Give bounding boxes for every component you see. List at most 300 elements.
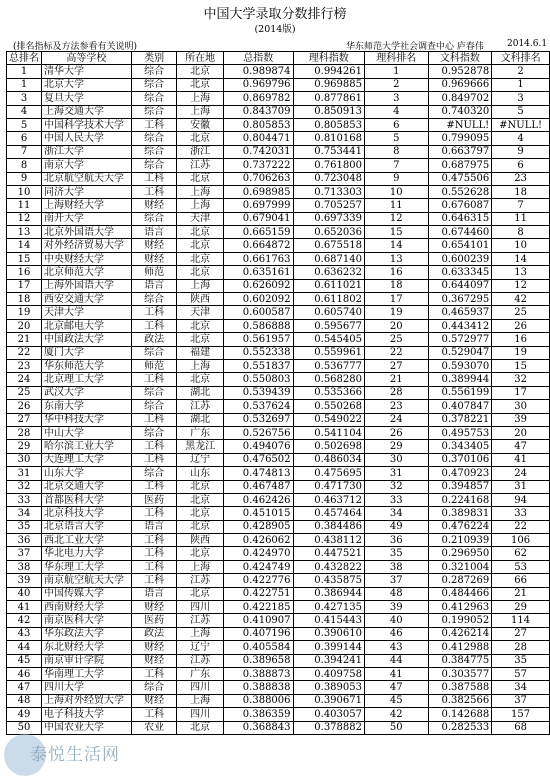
science-index-cell: 0.432822	[293, 560, 364, 573]
arts-index-cell: 0.799095	[428, 132, 492, 145]
table-row	[7, 346, 550, 359]
method-note: (排名指标及方法参看有关说明)	[13, 42, 138, 52]
arts-rank-cell: 7	[492, 199, 550, 212]
category-cell: 工科	[131, 708, 176, 721]
total-index-cell: 0.661763	[223, 252, 293, 265]
location-cell: 北京	[177, 65, 224, 78]
arts-index-cell: 0.382566	[428, 694, 492, 707]
category-cell: 工科	[131, 547, 176, 560]
table-row	[7, 627, 550, 640]
arts-index-cell: 0.654101	[428, 239, 492, 252]
school-cell: 南京医科大学	[42, 614, 132, 627]
location-cell: 浙江	[177, 145, 224, 158]
arts-index-cell: 0.663797	[428, 145, 492, 158]
arts-rank-cell: 10	[492, 239, 550, 252]
column-header: 理科指数	[293, 52, 364, 65]
rank-cell: 28	[7, 426, 42, 439]
arts-rank-cell: 16	[492, 333, 550, 346]
school-cell: 南京大学	[42, 159, 132, 172]
category-cell: 工科	[131, 172, 176, 185]
science-index-cell: 0.568280	[293, 373, 364, 386]
location-cell: 上海	[177, 199, 224, 212]
science-index-cell: 0.611021	[293, 279, 364, 292]
science-rank-cell: 34	[365, 507, 429, 520]
total-index-cell: 0.626092	[223, 279, 293, 292]
science-rank-cell: 1	[365, 65, 429, 78]
arts-index-cell: 0.495753	[428, 426, 492, 439]
arts-index-cell: 0.470923	[428, 467, 492, 480]
location-cell: 北京	[177, 172, 224, 185]
rank-cell: 42	[7, 614, 42, 627]
total-index-cell: 0.539439	[223, 386, 293, 399]
category-cell: 政法	[131, 627, 176, 640]
location-cell: 安徽	[177, 118, 224, 131]
location-cell: 四川	[177, 708, 224, 721]
ranking-table	[6, 51, 550, 735]
arts-index-cell: 0.224168	[428, 493, 492, 506]
table-row	[7, 306, 550, 319]
arts-index-cell: 0.384775	[428, 654, 492, 667]
category-cell: 工科	[131, 453, 176, 466]
rank-cell: 41	[7, 601, 42, 614]
rank-cell: 24	[7, 373, 42, 386]
total-index-cell: 0.532697	[223, 413, 293, 426]
category-cell: 综合	[131, 346, 176, 359]
school-cell: 西南财经大学	[42, 601, 132, 614]
category-cell: 医药	[131, 614, 176, 627]
science-rank-cell: 10	[365, 185, 429, 198]
total-index-cell: 0.804471	[223, 132, 293, 145]
rank-cell: 34	[7, 507, 42, 520]
table-row	[7, 467, 550, 480]
arts-index-cell: 0.343405	[428, 440, 492, 453]
science-rank-cell: 39	[365, 601, 429, 614]
science-index-cell: 0.399144	[293, 641, 364, 654]
school-cell: 中国农业大学	[42, 721, 132, 734]
science-rank-cell: 43	[365, 641, 429, 654]
total-index-cell: 0.600587	[223, 306, 293, 319]
watermark-text: 泰悦生活网	[30, 745, 120, 765]
total-index-cell: 0.552338	[223, 346, 293, 359]
arts-index-cell: 0.282533	[428, 721, 492, 734]
location-cell: 北京	[177, 507, 224, 520]
location-cell: 北京	[177, 319, 224, 332]
science-rank-cell: 15	[365, 226, 429, 239]
science-index-cell: 0.427135	[293, 601, 364, 614]
location-cell: 江苏	[177, 400, 224, 413]
table-row	[7, 560, 550, 573]
edition-year: (2014版)	[254, 24, 296, 35]
school-cell: 上海外国语大学	[42, 279, 132, 292]
arts-rank-cell: 106	[492, 534, 550, 547]
arts-rank-cell: 62	[492, 547, 550, 560]
table-row	[7, 212, 550, 225]
science-index-cell: 0.390610	[293, 627, 364, 640]
location-cell: 上海	[177, 627, 224, 640]
total-index-cell: 0.388006	[223, 694, 293, 707]
table-row	[7, 226, 550, 239]
science-index-cell: 0.636232	[293, 266, 364, 279]
science-index-cell: 0.549022	[293, 413, 364, 426]
science-index-cell: 0.403057	[293, 708, 364, 721]
arts-index-cell: 0.740320	[428, 105, 492, 118]
total-index-cell: 0.537624	[223, 400, 293, 413]
location-cell: 上海	[177, 92, 224, 105]
total-index-cell: 0.428905	[223, 520, 293, 533]
rank-cell: 23	[7, 359, 42, 372]
science-index-cell: 0.761800	[293, 159, 364, 172]
rank-cell: 5	[7, 118, 42, 131]
science-index-cell: 0.384486	[293, 520, 364, 533]
science-rank-cell: 18	[365, 279, 429, 292]
column-header: 总指数	[223, 52, 293, 65]
source-credit: 华东师范大学社会调查中心 庐春伟	[346, 42, 484, 52]
rank-cell: 1	[7, 78, 42, 91]
science-index-cell: 0.447521	[293, 547, 364, 560]
table-row	[7, 145, 550, 158]
science-rank-cell: 25	[365, 333, 429, 346]
school-cell: 华北电力大学	[42, 547, 132, 560]
rank-cell: 12	[7, 212, 42, 225]
arts-rank-cell: 26	[492, 319, 550, 332]
school-cell: 华中科技大学	[42, 413, 132, 426]
science-rank-cell: 12	[365, 212, 429, 225]
arts-rank-cell: 25	[492, 306, 550, 319]
science-rank-cell: 4	[365, 105, 429, 118]
school-cell: 北京大学	[42, 78, 132, 91]
table-row	[7, 78, 550, 91]
location-cell: 北京	[177, 78, 224, 91]
rank-cell: 39	[7, 574, 42, 587]
arts-index-cell: 0.600239	[428, 252, 492, 265]
total-index-cell: 0.969796	[223, 78, 293, 91]
science-index-cell: 0.652036	[293, 226, 364, 239]
arts-rank-cell: 30	[492, 400, 550, 413]
arts-rank-cell: 13	[492, 266, 550, 279]
arts-rank-cell: 29	[492, 601, 550, 614]
rank-cell: 19	[7, 306, 42, 319]
location-cell: 湖北	[177, 413, 224, 426]
rank-cell: 30	[7, 453, 42, 466]
arts-rank-cell: #NULL!	[492, 118, 550, 131]
arts-index-cell: 0.849702	[428, 92, 492, 105]
location-cell: 北京	[177, 587, 224, 600]
table-row	[7, 601, 550, 614]
arts-index-cell: 0.426214	[428, 627, 492, 640]
location-cell: 北京	[177, 226, 224, 239]
school-cell: 南开大学	[42, 212, 132, 225]
science-index-cell: 0.550268	[293, 400, 364, 413]
arts-rank-cell: 31	[492, 480, 550, 493]
arts-index-cell: 0.296950	[428, 547, 492, 560]
total-index-cell: 0.586888	[223, 319, 293, 332]
school-cell: 复旦大学	[42, 92, 132, 105]
category-cell: 师范	[131, 359, 176, 372]
school-cell: 大连理工大学	[42, 453, 132, 466]
science-rank-cell: 47	[365, 681, 429, 694]
category-cell: 财经	[131, 641, 176, 654]
rank-cell: 29	[7, 440, 42, 453]
science-index-cell: 0.486034	[293, 453, 364, 466]
arts-index-cell: 0.552628	[428, 185, 492, 198]
arts-index-cell: 0.303577	[428, 667, 492, 680]
total-index-cell: 0.405584	[223, 641, 293, 654]
arts-rank-cell: 5	[492, 105, 550, 118]
table-row	[7, 507, 550, 520]
total-index-cell: 0.551837	[223, 359, 293, 372]
table-row	[7, 400, 550, 413]
science-rank-cell: 38	[365, 560, 429, 573]
rank-cell: 10	[7, 185, 42, 198]
location-cell: 北京	[177, 252, 224, 265]
science-rank-cell: 2	[365, 78, 429, 91]
arts-rank-cell: 21	[492, 587, 550, 600]
location-cell: 上海	[177, 359, 224, 372]
arts-index-cell: 0.952878	[428, 65, 492, 78]
category-cell: 农业	[131, 721, 176, 734]
rank-cell: 26	[7, 400, 42, 413]
science-index-cell: 0.535366	[293, 386, 364, 399]
science-index-cell: 0.605740	[293, 306, 364, 319]
science-rank-cell: 6	[365, 118, 429, 131]
table-row	[7, 293, 550, 306]
total-index-cell: 0.386359	[223, 708, 293, 721]
science-rank-cell: 48	[365, 587, 429, 600]
rank-cell: 37	[7, 547, 42, 560]
school-cell: 四川大学	[42, 681, 132, 694]
science-rank-cell: 26	[365, 426, 429, 439]
total-index-cell: 0.665159	[223, 226, 293, 239]
science-index-cell: 0.687140	[293, 252, 364, 265]
arts-rank-cell: 6	[492, 159, 550, 172]
rank-cell: 7	[7, 145, 42, 158]
table-row	[7, 172, 550, 185]
school-cell: 上海交通大学	[42, 105, 132, 118]
science-rank-cell: 44	[365, 654, 429, 667]
school-cell: 中山大学	[42, 426, 132, 439]
category-cell: 工科	[131, 413, 176, 426]
science-index-cell: 0.463712	[293, 493, 364, 506]
table-row	[7, 333, 550, 346]
science-rank-cell: 13	[365, 252, 429, 265]
category-cell: 综合	[131, 105, 176, 118]
arts-index-cell: 0.389831	[428, 507, 492, 520]
rank-cell: 18	[7, 293, 42, 306]
total-index-cell: 0.388838	[223, 681, 293, 694]
rank-cell: 35	[7, 520, 42, 533]
arts-index-cell: 0.389944	[428, 373, 492, 386]
location-cell: 天津	[177, 306, 224, 319]
arts-index-cell: 0.387588	[428, 681, 492, 694]
school-cell: 中国传媒大学	[42, 587, 132, 600]
school-cell: 中国政法大学	[42, 333, 132, 346]
science-index-cell: 0.457464	[293, 507, 364, 520]
table-row	[7, 708, 550, 721]
location-cell: 四川	[177, 601, 224, 614]
school-cell: 中国人民大学	[42, 132, 132, 145]
arts-index-cell: #NULL!	[428, 118, 492, 131]
rank-cell: 46	[7, 667, 42, 680]
column-header: 高等学校	[42, 52, 132, 65]
school-cell: 华东师范大学	[42, 359, 132, 372]
arts-rank-cell: 41	[492, 453, 550, 466]
category-cell: 财经	[131, 239, 176, 252]
science-index-cell: 0.994261	[293, 65, 364, 78]
table-row	[7, 547, 550, 560]
category-cell: 综合	[131, 132, 176, 145]
rank-cell: 13	[7, 226, 42, 239]
school-cell: 北京航空航天大学	[42, 172, 132, 185]
category-cell: 财经	[131, 694, 176, 707]
table-row	[7, 185, 550, 198]
school-cell: 西北工业大学	[42, 534, 132, 547]
column-header: 文科排名	[492, 52, 550, 65]
column-header: 理科排名	[365, 52, 429, 65]
arts-index-cell: 0.465937	[428, 306, 492, 319]
table-row	[7, 426, 550, 439]
science-rank-cell: 27	[365, 359, 429, 372]
category-cell: 综合	[131, 212, 176, 225]
school-cell: 华东理工大学	[42, 560, 132, 573]
category-cell: 综合	[131, 681, 176, 694]
science-rank-cell: 21	[365, 373, 429, 386]
location-cell: 辽宁	[177, 641, 224, 654]
table-row	[7, 440, 550, 453]
school-cell: 电子科技大学	[42, 708, 132, 721]
table-row	[7, 453, 550, 466]
school-cell: 山东大学	[42, 467, 132, 480]
arts-index-cell: 0.367295	[428, 293, 492, 306]
science-rank-cell: 41	[365, 667, 429, 680]
location-cell: 江苏	[177, 654, 224, 667]
total-index-cell: 0.388873	[223, 667, 293, 680]
arts-index-cell: 0.687975	[428, 159, 492, 172]
arts-index-cell: 0.476224	[428, 520, 492, 533]
location-cell: 北京	[177, 373, 224, 386]
table-row	[7, 493, 550, 506]
category-cell: 语言	[131, 520, 176, 533]
arts-rank-cell: 114	[492, 614, 550, 627]
total-index-cell: 0.407196	[223, 627, 293, 640]
total-index-cell: 0.422185	[223, 601, 293, 614]
science-rank-cell: 42	[365, 708, 429, 721]
school-cell: 南京审计学院	[42, 654, 132, 667]
rank-cell: 1	[7, 65, 42, 78]
school-cell: 清华大学	[42, 65, 132, 78]
rank-cell: 45	[7, 654, 42, 667]
science-index-cell: 0.378882	[293, 721, 364, 734]
arts-rank-cell: 27	[492, 627, 550, 640]
arts-rank-cell: 22	[492, 520, 550, 533]
school-cell: 北京语言大学	[42, 520, 132, 533]
science-index-cell: 0.438112	[293, 534, 364, 547]
arts-index-cell: 0.633345	[428, 266, 492, 279]
location-cell: 上海	[177, 105, 224, 118]
total-index-cell: 0.462426	[223, 493, 293, 506]
school-cell: 南京航空航天大学	[42, 574, 132, 587]
science-rank-cell: 11	[365, 199, 429, 212]
category-cell: 语言	[131, 587, 176, 600]
rank-cell: 11	[7, 199, 42, 212]
science-rank-cell: 5	[365, 132, 429, 145]
science-index-cell: 0.969885	[293, 78, 364, 91]
table-row	[7, 654, 550, 667]
science-index-cell: 0.471730	[293, 480, 364, 493]
arts-rank-cell: 3	[492, 92, 550, 105]
rank-cell: 48	[7, 694, 42, 707]
table-row	[7, 373, 550, 386]
arts-rank-cell: 28	[492, 641, 550, 654]
category-cell: 工科	[131, 560, 176, 573]
location-cell: 天津	[177, 212, 224, 225]
location-cell: 北京	[177, 520, 224, 533]
location-cell: 江苏	[177, 159, 224, 172]
table-row	[7, 574, 550, 587]
location-cell: 广东	[177, 667, 224, 680]
arts-rank-cell: 14	[492, 252, 550, 265]
category-cell: 财经	[131, 199, 176, 212]
category-cell: 综合	[131, 293, 176, 306]
arts-rank-cell: 4	[492, 132, 550, 145]
science-index-cell: 0.541104	[293, 426, 364, 439]
arts-rank-cell: 39	[492, 413, 550, 426]
science-rank-cell: 49	[365, 520, 429, 533]
location-cell: 北京	[177, 547, 224, 560]
category-cell: 师范	[131, 266, 176, 279]
table-row	[7, 667, 550, 680]
column-header: 总排名	[7, 52, 42, 65]
school-cell: 厦门大学	[42, 346, 132, 359]
arts-index-cell: 0.394857	[428, 480, 492, 493]
location-cell: 辽宁	[177, 453, 224, 466]
category-cell: 工科	[131, 534, 176, 547]
rank-cell: 31	[7, 467, 42, 480]
table-row	[7, 239, 550, 252]
rank-cell: 36	[7, 534, 42, 547]
arts-rank-cell: 157	[492, 708, 550, 721]
category-cell: 工科	[131, 319, 176, 332]
science-rank-cell: 46	[365, 627, 429, 640]
total-index-cell: 0.467487	[223, 480, 293, 493]
school-cell: 北京邮电大学	[42, 319, 132, 332]
arts-index-cell: 0.378221	[428, 413, 492, 426]
rank-cell: 4	[7, 105, 42, 118]
rank-cell: 9	[7, 172, 42, 185]
category-cell: 财经	[131, 654, 176, 667]
science-rank-cell: 50	[365, 721, 429, 734]
total-index-cell: 0.410907	[223, 614, 293, 627]
location-cell: 北京	[177, 266, 224, 279]
table-row	[7, 92, 550, 105]
school-cell: 北京师范大学	[42, 266, 132, 279]
category-cell: 工科	[131, 306, 176, 319]
total-index-cell: 0.742031	[223, 145, 293, 158]
science-index-cell: 0.409758	[293, 667, 364, 680]
total-index-cell: 0.679041	[223, 212, 293, 225]
science-index-cell: 0.611802	[293, 293, 364, 306]
school-cell: 北京科技大学	[42, 507, 132, 520]
arts-index-cell: 0.287269	[428, 574, 492, 587]
school-cell: 上海对外经贸大学	[42, 694, 132, 707]
science-index-cell: 0.435875	[293, 574, 364, 587]
science-rank-cell: 40	[365, 614, 429, 627]
arts-rank-cell: 18	[492, 185, 550, 198]
school-cell: 武汉大学	[42, 386, 132, 399]
total-index-cell: 0.389658	[223, 654, 293, 667]
arts-rank-cell: 11	[492, 212, 550, 225]
arts-index-cell: 0.674460	[428, 226, 492, 239]
school-cell: 浙江大学	[42, 145, 132, 158]
